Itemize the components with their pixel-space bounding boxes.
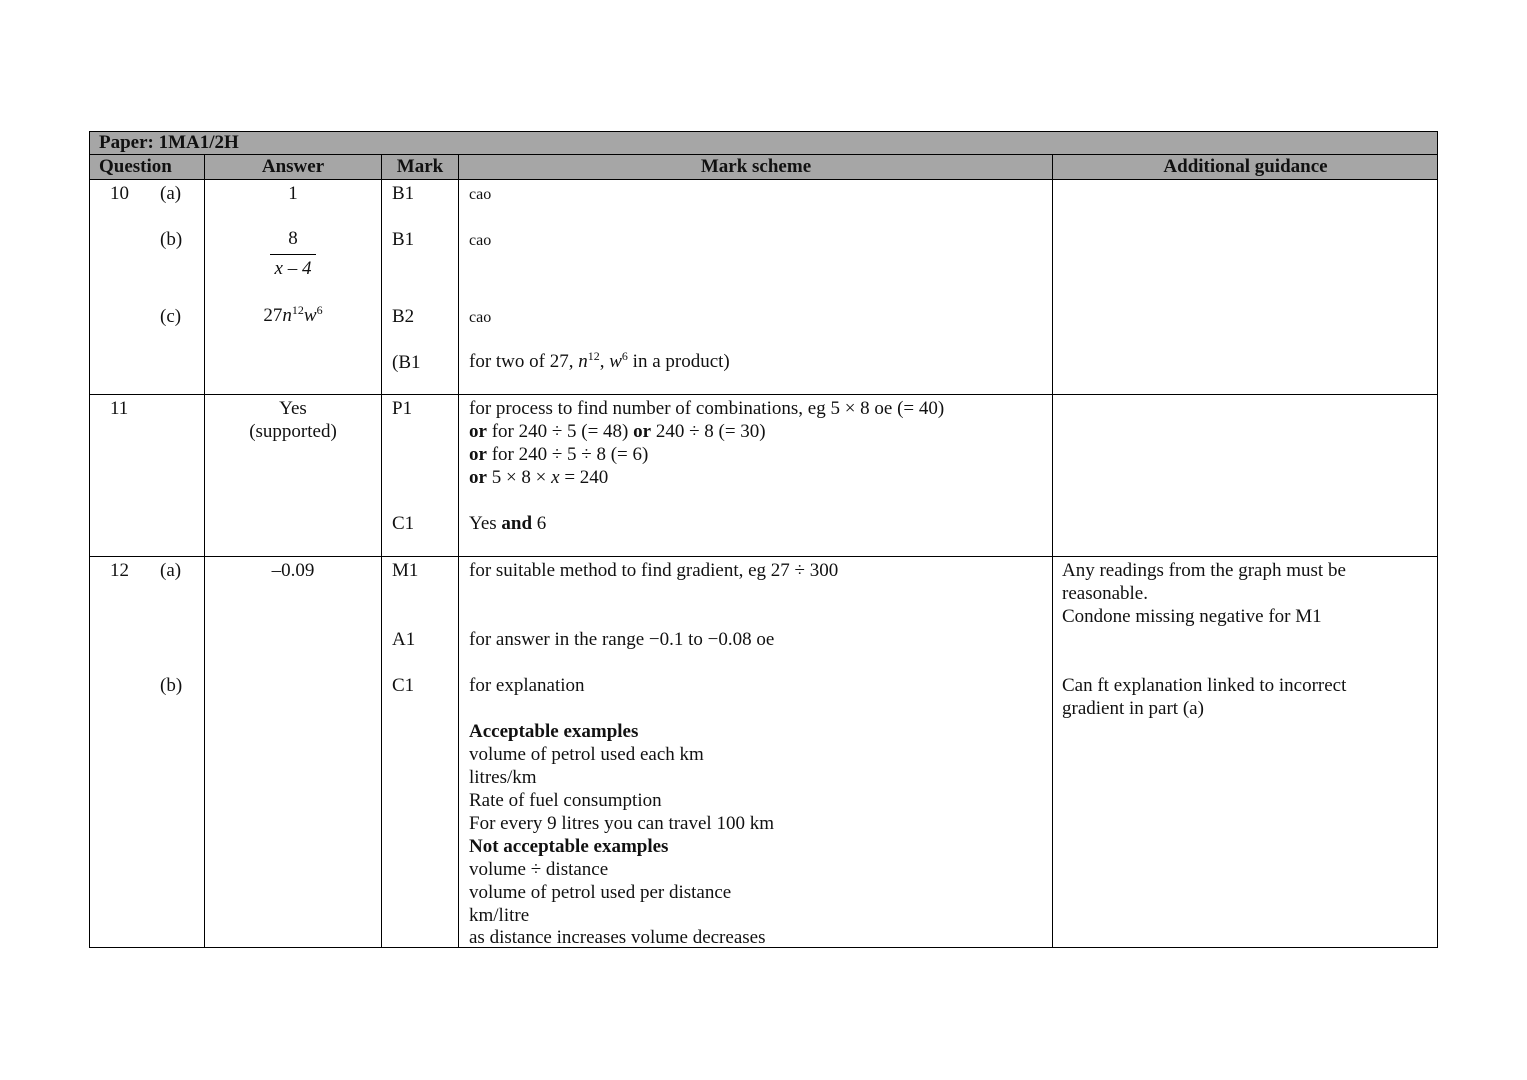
or-keyword: or bbox=[469, 467, 487, 488]
acceptable-example: litres/km bbox=[469, 767, 537, 788]
acceptable-heading: Acceptable examples bbox=[469, 721, 639, 742]
scheme-text bbox=[469, 512, 546, 535]
fraction-numerator: 8 bbox=[288, 228, 298, 249]
part-label: (b) bbox=[160, 229, 183, 250]
question-number: 11 bbox=[110, 398, 129, 419]
not-acceptable-example: as distance increases volume decreases bbox=[469, 927, 766, 948]
coefficient: 27 bbox=[263, 305, 283, 326]
scheme-text: for process to find number of combinations, eg 5 × 8 oe (= 40) bbox=[469, 398, 945, 419]
question-number: 12 bbox=[110, 560, 129, 581]
paper-title: Paper: 1MA1/2H bbox=[90, 132, 1437, 155]
variable-x: x bbox=[551, 467, 560, 488]
variable-n: n bbox=[282, 305, 292, 326]
variable-w: w bbox=[303, 305, 317, 326]
mark-scheme-table bbox=[89, 131, 1438, 948]
header-mark: Mark bbox=[396, 156, 444, 177]
row-divider bbox=[90, 556, 1437, 557]
not-acceptable-heading: Not acceptable examples bbox=[469, 836, 669, 857]
exponent: 12 bbox=[587, 349, 600, 363]
scheme-fragment: = 240 bbox=[559, 467, 609, 488]
part-label: (a) bbox=[160, 560, 182, 581]
not-acceptable-example: volume of petrol used per distance bbox=[469, 882, 732, 903]
answer: –0.09 bbox=[271, 560, 315, 581]
mark: P1 bbox=[392, 398, 413, 419]
part-label: (b) bbox=[160, 675, 183, 696]
scheme-fragment: 240 ÷ 8 (= 30) bbox=[651, 421, 766, 442]
header-mark-scheme: Mark scheme bbox=[700, 156, 812, 177]
mark: B2 bbox=[392, 306, 415, 327]
mark: (B1 bbox=[392, 352, 421, 373]
scheme-text: for explanation bbox=[469, 675, 585, 696]
variable-w: w bbox=[609, 351, 622, 372]
mark: B1 bbox=[392, 229, 415, 250]
scheme-fragment: for two of 27, bbox=[469, 351, 579, 372]
scheme-fragment: for 240 ÷ 5 ÷ 8 (= 6) bbox=[486, 444, 649, 465]
scheme-fragment: in a product) bbox=[627, 351, 730, 372]
exponent: 6 bbox=[621, 349, 628, 363]
answer: Yes bbox=[279, 398, 307, 419]
header-question: Question bbox=[99, 156, 172, 177]
mark: C1 bbox=[392, 513, 415, 534]
guidance-text: gradient in part (a) bbox=[1062, 698, 1204, 719]
answer-fraction bbox=[270, 228, 316, 280]
col-divider bbox=[458, 155, 459, 948]
answer-expression bbox=[205, 304, 381, 327]
acceptable-example: Rate of fuel consumption bbox=[469, 790, 662, 811]
scheme-text bbox=[469, 466, 608, 489]
scheme-text bbox=[469, 443, 648, 466]
acceptable-example: For every 9 litres you can travel 100 km bbox=[469, 813, 774, 834]
answer: (supported) bbox=[249, 421, 337, 442]
exponent: 6 bbox=[316, 303, 323, 317]
col-divider bbox=[381, 155, 382, 948]
scheme-text: cao bbox=[469, 309, 492, 326]
col-divider bbox=[204, 155, 205, 948]
and-keyword: and bbox=[501, 513, 533, 534]
exponent: 12 bbox=[291, 303, 304, 317]
guidance-text: Can ft explanation linked to incorrect bbox=[1062, 675, 1347, 696]
scheme-fragment: 5 × 8 × bbox=[486, 467, 552, 488]
not-acceptable-example: volume ÷ distance bbox=[469, 859, 609, 880]
scheme-fragment: , bbox=[599, 351, 610, 372]
variable-n: n bbox=[578, 351, 588, 372]
mark: A1 bbox=[392, 629, 416, 650]
scheme-text bbox=[469, 420, 766, 443]
or-keyword: or bbox=[469, 421, 487, 442]
guidance-text: Any readings from the graph must be bbox=[1062, 560, 1346, 581]
mark: M1 bbox=[392, 560, 419, 581]
mark: B1 bbox=[392, 183, 415, 204]
scheme-text: cao bbox=[469, 186, 492, 203]
scheme-text: cao bbox=[469, 232, 492, 249]
mark: C1 bbox=[392, 675, 415, 696]
col-divider bbox=[1052, 155, 1053, 948]
part-label: (a) bbox=[160, 183, 182, 204]
scheme-text: for suitable method to find gradient, eg 27 ÷ 300 bbox=[469, 560, 839, 581]
scheme-fragment: 6 bbox=[532, 513, 547, 534]
or-keyword: or bbox=[633, 421, 652, 442]
guidance-text: Condone missing negative for M1 bbox=[1062, 606, 1322, 627]
header-additional-guidance: Additional guidance bbox=[1163, 156, 1328, 177]
guidance-text: reasonable. bbox=[1062, 583, 1148, 604]
or-keyword: or bbox=[469, 444, 487, 465]
scheme-fragment: for 240 ÷ 5 (= 48) bbox=[486, 421, 634, 442]
scheme-text: for answer in the range −0.1 to −0.08 oe bbox=[469, 629, 775, 650]
scheme-text bbox=[469, 350, 730, 373]
header-answer: Answer bbox=[261, 156, 325, 177]
row-divider bbox=[90, 394, 1437, 395]
fraction-denominator: x – 4 bbox=[274, 258, 312, 279]
fraction-bar bbox=[270, 254, 316, 255]
part-label: (c) bbox=[160, 306, 182, 327]
table-header bbox=[90, 155, 1437, 180]
question-number: 10 bbox=[110, 183, 129, 204]
not-acceptable-example: km/litre bbox=[469, 905, 530, 926]
acceptable-example: volume of petrol used each km bbox=[469, 744, 704, 765]
answer: 1 bbox=[288, 183, 298, 204]
scheme-fragment: Yes bbox=[469, 513, 502, 534]
